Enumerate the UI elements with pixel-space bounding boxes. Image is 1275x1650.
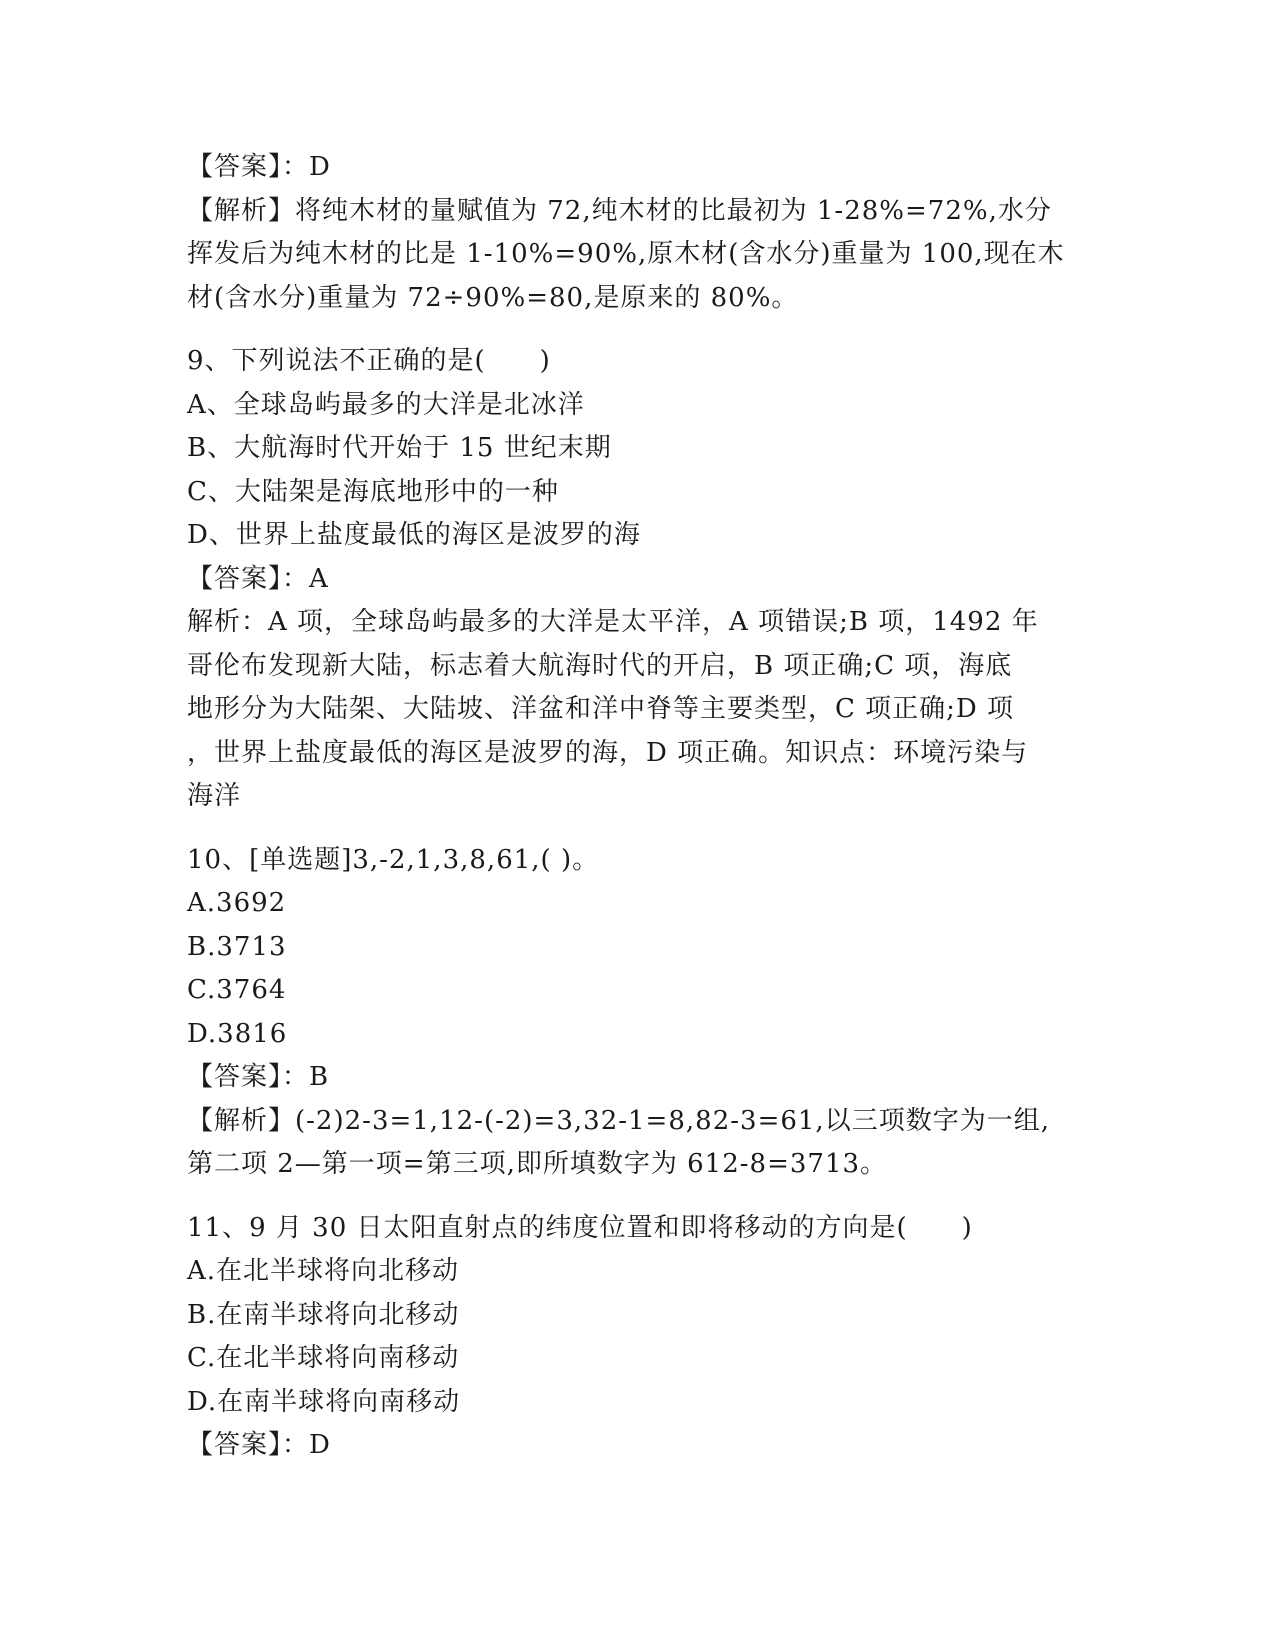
q9-answer: 【答案】：A: [187, 563, 329, 594]
q9-analysis-line: 哥伦布发现新大陆，标志着大航海时代的开启，B 项正确;C 项，海底: [187, 650, 1013, 681]
q8-answer: 【答案】：D: [187, 152, 331, 182]
q11-option-d: D.在南半球将向南移动: [187, 1386, 461, 1417]
q10-option-c: C.3764: [187, 975, 287, 1005]
q9-option-c: C、大陆架是海底地形中的一种: [187, 476, 559, 507]
q11-answer: 【答案】：D: [187, 1430, 331, 1460]
q9-stem: 9、下列说法不正确的是( ): [187, 346, 551, 376]
q10-block: [187, 839, 1087, 1187]
q9-option-b: B、大航海时代开始于 15 世纪末期: [187, 433, 612, 463]
q10-analysis-line: 第二项 2—第一项=第三项,即所填数字为 612-8=3713。: [187, 1149, 888, 1179]
q9-block: [187, 340, 1087, 819]
q9-option-d: D、世界上盐度最低的海区是波罗的海: [187, 520, 641, 550]
q11-stem: 11、9 月 30 日太阳直射点的纬度位置和即将移动的方向是( ): [187, 1212, 973, 1243]
q9-analysis-line: 海洋: [187, 781, 242, 811]
q8-analysis-line: 材(含水分)重量为 72÷90%=80,是原来的 80%。: [187, 282, 799, 313]
q10-analysis-line: 【解析】(-2)2-3=1,12-(-2)=3,32-1=8,82-3=61,以三项数字为一组,: [187, 1105, 1050, 1136]
q10-option-d: D.3816: [187, 1018, 288, 1049]
q11-option-a: A.在北半球将向北移动: [187, 1256, 460, 1286]
q10-option-b: B.3713: [187, 931, 287, 962]
q11-option-c: C.在北半球将向南移动: [187, 1343, 460, 1373]
q8-block: [187, 146, 1087, 320]
spacer: [187, 819, 1087, 839]
q10-answer: 【答案】：B: [187, 1062, 330, 1092]
q10-option-a: A.3692: [187, 888, 287, 918]
q10-stem: 10、[单选题]3,-2,1,3,8,61,( )。: [187, 844, 600, 875]
q11-option-b: B.在南半球将向北移动: [187, 1299, 460, 1330]
q9-analysis-line: ，世界上盐度最低的海区是波罗的海，D 项正确。知识点：环境污染与: [187, 737, 1029, 768]
q8-analysis-line: 挥发后为纯木材的比是 1-10%=90%,原木材(含水分)重量为 100,现在木: [187, 239, 1065, 269]
spacer: [187, 1187, 1087, 1207]
q11-block: [187, 1207, 1087, 1468]
spacer: [187, 320, 1087, 340]
q9-analysis-line: 地形分为大陆架、大陆坡、洋盆和洋中脊等主要类型，C 项正确;D 项: [187, 694, 1015, 724]
q8-analysis-line: 【解析】将纯木材的量赋值为 72,纯木材的比最初为 1-28%=72%,水分: [187, 195, 1052, 226]
q9-analysis-line: 解析：A 项，全球岛屿最多的大洋是太平洋，A 项错误;B 项，1492 年: [187, 607, 1039, 637]
q9-option-a: A、全球岛屿最多的大洋是北冰洋: [187, 389, 585, 420]
document-page: [187, 146, 1087, 1468]
